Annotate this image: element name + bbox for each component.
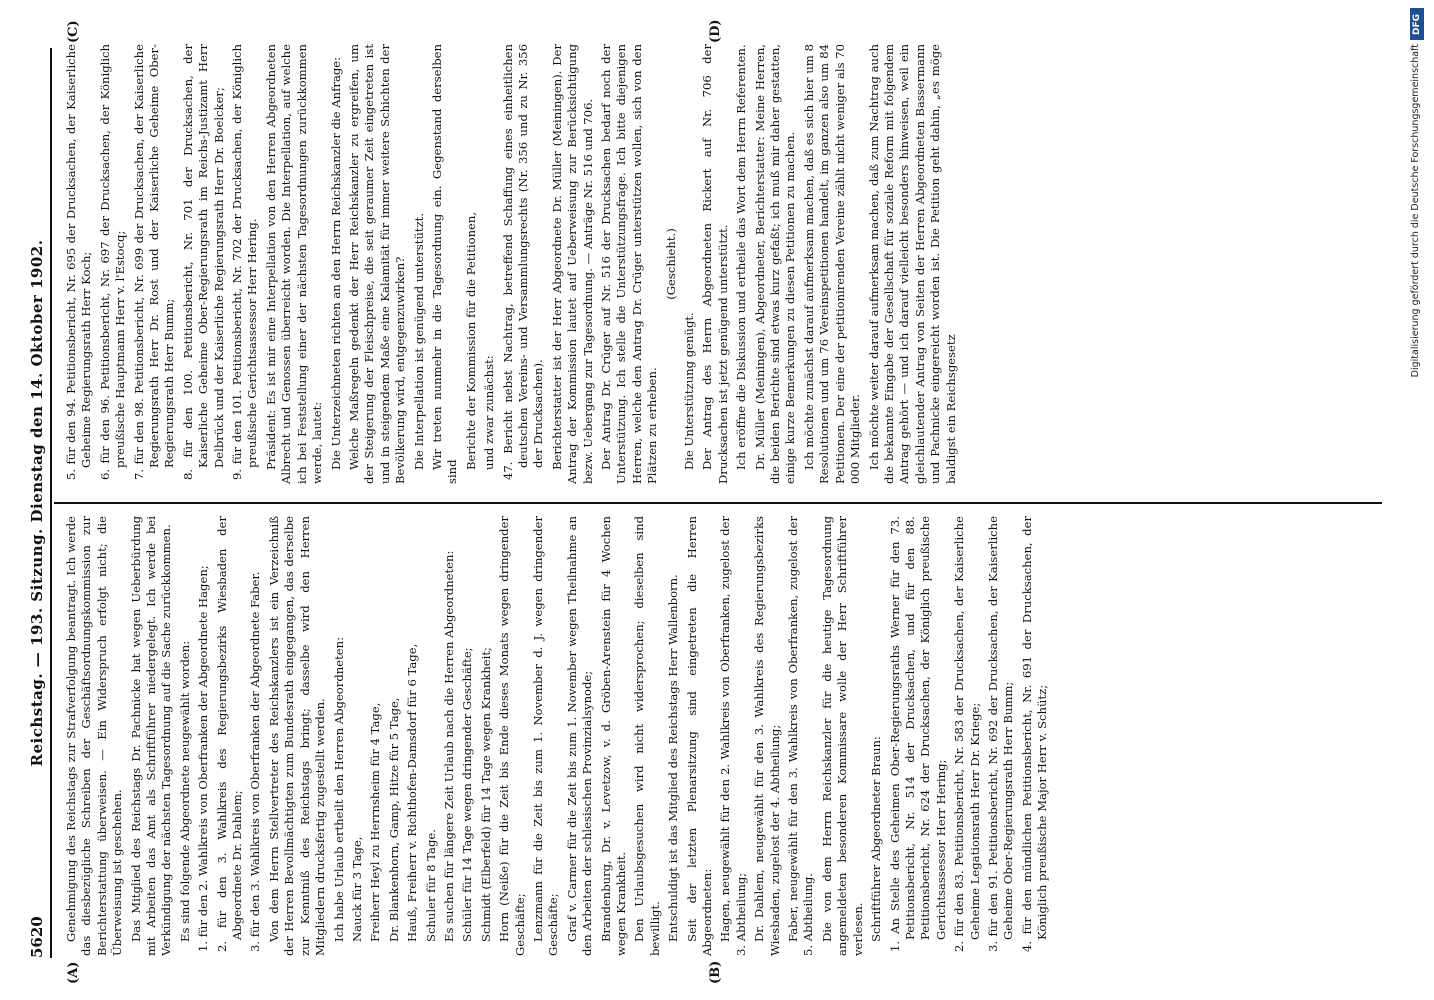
paragraph: Dr. Dahlem, neugewählt für den 3. Wahlkreis des Regierungsbezirks Wiesbaden, zugelost der 4. Abtheilung; <box>752 516 782 956</box>
paragraph: Ich möchte weiter darauf aufmerksam machen, daß zum Nachtrag auch die bekannte Eingabe der Gesellschaft für soziale Reform mit folgendem Antrag gehört — und ich darauf vielleicht besonders hinweisen, weil ein gleichlautender Antrag von Seiten der Herren Abgeordneten Bassermann und Pachnicke eingereicht worden ist. Die Petition geht dahin, „es möge baldigst ein Reichsgesetz <box>866 44 958 484</box>
digitization-sidebar <box>1404 0 1434 1000</box>
margin-mark-c: (C) <box>66 20 81 43</box>
paragraph: 1. An Stelle des Geheimen Ober-Regierungsraths Werner für den 73. Petitionsbericht, Nr. 514 der Drucksachen, und für den 88. Petitionsbericht, Nr. 624 der Drucksachen, der Königlich preußische Gerichtsassessor Herr Hering; <box>887 516 948 952</box>
paragraph: Dr. Müller (Meiningen), Abgeordneter, Berichterstatter: Meine Herren, die beiden Berichte sind etwas kurz gefaßt; ich muß mir daher gestatten, einige kurze Bemerkungen zu diesen Petitionen zu machen. <box>752 44 798 484</box>
paragraph: Schriftführer Abgeordneter Braun: <box>869 736 884 942</box>
paragraph: Lenzmann für die Zeit bis zum 1. November d. J. wegen dringender Geschäfte; <box>530 516 561 956</box>
paragraph: Welche Maßregeln gedenkt der Herr Reichskanzler zu ergreifen, um der Steigerung der Fleischpreise, die seit geraumer Zeit eingetreten ist und in steigendem Maße eine Kalamität für immer weitere Schichten der Bevölkerung wird, entgegenzuwirken? <box>346 44 408 484</box>
paragraph: Freiherr Heyl zu Herrnsheim für 4 Tage, <box>368 702 383 942</box>
paragraph: und zwar zunächst: <box>482 355 497 470</box>
paragraph: Es sind folgende Abgeordnete neugewählt worden: <box>177 640 192 942</box>
paragraph: Schüler für 14 Tage wegen dringender Geschäfte; <box>460 647 475 942</box>
margin-mark-a: (A) <box>66 961 81 984</box>
margin-mark-b: (B) <box>708 960 723 984</box>
right-text-column <box>64 44 1384 484</box>
paragraph: Die von dem Herrn Reichskanzler für die heutige Tagesordnung angemeldeten besonderen Kommissare wolle der Herr Schriftführer verlesen. <box>819 516 865 956</box>
paragraph: 2. für den 3. Wahlkreis des Regierungsbezirks Wiesbaden der Abgeordnete Dr. Dahlem; <box>214 516 245 952</box>
paragraph: Horn (Neiße) für die Zeit bis Ende dieses Monats wegen dringender Geschäfte; <box>497 516 527 956</box>
paragraph: Die Interpellation ist genügend unterstützt. <box>411 212 426 470</box>
paragraph: 3. für den 91. Petitionsbericht, Nr. 692 der Drucksachen, der Kaiserliche Geheime Ober-Regierungsrath Herr Bumm; <box>985 516 1016 952</box>
paragraph: Ich eröffne die Diskussion und ertheile das Wort dem Herrn Referenten. <box>734 44 749 470</box>
paragraph: Berichterstatter ist der Herr Abgeordnete Dr. Müller (Meiningen). Der Antrag der Kommission lautet auf Ueberweisung zur Berücksichtigung bezw. Uebergang zur Tagesordnung. — Anträge Nr. 516 und 706. <box>549 44 595 484</box>
paragraph: Berichte der Kommission für die Petitionen, <box>463 211 478 470</box>
paragraph: Nauck für 3 Tage, <box>349 836 364 942</box>
paragraph: (Geschieht.) <box>663 228 678 300</box>
paragraph: Den Urlaubsgesuchen wird nicht widersprochen; dieselben sind bewilligt. <box>632 516 662 956</box>
paragraph: Faber, neugewählt für den 3. Wahlkreis von Oberfranken, zugelost der 5. Abtheilung. <box>786 516 816 956</box>
paragraph: Genehmigung des Reichstags zur Strafverfolgung beantragt. Ich werde das diesbezügliche Schreiben der Geschäftsordnungskommission zur Berichterstattung überweisen. — Ein Widerspruch erfolgt nicht; die Überweisung ist geschehen. <box>64 516 125 956</box>
paragraph: Schuler für 8 Tage. <box>423 829 438 942</box>
margin-mark-d: (D) <box>708 19 723 43</box>
paragraph: Hagen, neugewählt für den 2. Wahlkreis von Oberfranken, zugelost der 3. Abtheilung; <box>718 516 748 956</box>
paragraph: 9. für den 101. Petitionsbericht, Nr. 702 der Drucksachen, der Königlich preußische Gerichtsassessor Herr Hering. <box>230 44 260 480</box>
paragraph: 4. für den mündlichen Petitionsbericht, Nr. 691 der Drucksachen, der Königlich preußische Major Herr v. Schütz; <box>1019 516 1050 952</box>
paragraph: Entschuldigt ist das Mitglied des Reichstags Herr Wallenborn. <box>666 574 681 942</box>
rotated-document <box>8 8 1413 998</box>
header-rule <box>50 48 52 958</box>
paragraph: Die Unterstützung genügt. <box>682 312 697 470</box>
paragraph: Präsident: Es ist mir eine Interpellation von den Herren Abgeordneten Albrecht und Genossen überreicht worden. Die Interpellation, auf welche ich bei Feststellung einer der nächsten Tagesordnungen zurückkommen werde, lautet: <box>263 44 325 484</box>
paragraph: Schmidt (Elberfeld) für 14 Tage wegen Krankheit; <box>478 647 493 942</box>
paragraph: Der Antrag Dr. Crüger auf Nr. 516 der Drucksachen bedarf noch der Unterstützung. Ich stelle die Unterstützungsfrage. Ich bitte diejenigen Herren, welche den Antrag Dr. Crüger unterstützen wollen, sich von den Plätzen zu erheben. <box>599 44 660 484</box>
paragraph: Ich möchte zunächst darauf aufmerksam machen, daß es sich hier um 8 Resolutionen und um 76 Vereinspetitionen handelt, im ganzen also um 84 Petitionen. Der eine der petitionirenden Vereine zählt nicht weniger als 70 000 Mitglieder. <box>801 44 863 484</box>
paragraph: Es suchen für längere Zeit Urlaub nach die Herren Abgeordneten: <box>441 550 456 942</box>
page-header <box>24 48 50 958</box>
paragraph: 3. für den 3. Wahlkreis von Oberfranken der Abgeordnete Faber. <box>248 571 263 952</box>
paragraph: 6. für den 96. Petitionsbericht, Nr. 697 der Drucksachen, der Königlich preußische Hauptmann Herr v. l'Estocq; <box>97 44 128 480</box>
paragraph: 8. für den 100. Petitionsbericht, Nr. 701 der Drucksachen, der Kaiserliche Geheime Ober-Regierungsrath im Reichs-Justizamt Herr Delbrück und der Kaiserliche Regierungsrath Herr Dr. Boelcker; <box>180 44 226 480</box>
paragraph: Graf v. Carmer für die Zeit bis zum 1. November wegen Theilnahme an den Arbeiten der schlesischen Provinzialsynode; <box>564 516 595 956</box>
page-title: Reichstag. — 193. Sitzung. Dienstag den 14. Oktober 1902. <box>28 239 46 767</box>
paragraph: Seit der letzten Plenarsitzung sind eingetreten die Herren Abgeordneten: <box>684 516 715 956</box>
paragraph: 5. für den 94. Petitionsbericht, Nr. 695 der Drucksachen, der Kaiserliche Geheime Regierungsrath Herr Koch; <box>64 44 94 480</box>
paragraph: 2. für den 83. Petitionsbericht, Nr. 583 der Drucksachen, der Kaiserliche Geheime Legationsrath Herr Dr. Kriege; <box>952 516 982 952</box>
paragraph: Der Antrag des Herrn Abgeordneten Rickert auf Nr. 706 der Drucksachen ist jetzt genügend unterstützt. <box>700 44 730 484</box>
paragraph: 7. für den 98. Petitionsbericht, Nr. 699 der Drucksachen, der Kaiserliche Regierungsrath Herr Dr. Rost und der Kaiserliche Geheime Ober-Regierungsrath Herr Bumm; <box>131 44 177 480</box>
paragraph: Wir treten nunmehr in die Tagesordnung ein. Gegenstand derselben sind <box>429 44 460 484</box>
paragraph: Dr. Blankenhorn, Gamp, Hitze für 5 Tage, <box>386 697 401 942</box>
paragraph: 1. für den 2. Wahlkreis von Oberfranken der Abgeordnete Hagen; <box>196 565 211 952</box>
dfg-logo: DFG <box>1410 8 1424 40</box>
column-divider <box>54 502 1382 504</box>
paragraph: Hauß, Freiherr v. Richthofen-Damsdorf für 6 Tage, <box>405 643 420 942</box>
paragraph: Die Unterzeichneten richten an den Herrn Reichskanzler die Anfrage: <box>328 56 343 470</box>
left-text-column <box>64 516 1384 956</box>
paragraph: Das Mitglied des Reichstags Dr. Pachnicke hat wegen Ueberbürdung mit Arbeiten das Amt als Schriftführer niedergelegt. Ich werde bei Verkündigung der nächsten Tagesordnung auf die Sache zurückkommen. <box>128 516 174 956</box>
page-number: 5620 <box>28 916 46 958</box>
paragraph: 47. Bericht nebst Nachtrag, betreffend Schaffung eines einheitlichen deutschen Vereins- und Versammlungsrechts (Nr. 356 und zu Nr. 356 der Drucksachen). <box>500 44 546 480</box>
paragraph: Von dem Herrn Stellvertreter des Reichskanzlers ist ein Verzeichniß der Herren Bevollmächtigten zum Bundesrath eingegangen, das derselbe zur Kenntniß des Reichstags bringt; dasselbe wird den Herren Mitgliedern drucksfertig zugestellt werden. <box>266 516 328 956</box>
paragraph: Brandenburg, Dr. v. Levetzow, v. d. Gröben-Arenstein für 4 Wochen wegen Krankheit. <box>598 516 628 956</box>
paragraph: Ich habe Urlaub ertheilt den Herren Abgeordneten: <box>331 637 346 942</box>
digitization-note: Digitalisierung gefördert durch die Deutsche Forschungsgemeinschaft <box>1410 44 1421 378</box>
